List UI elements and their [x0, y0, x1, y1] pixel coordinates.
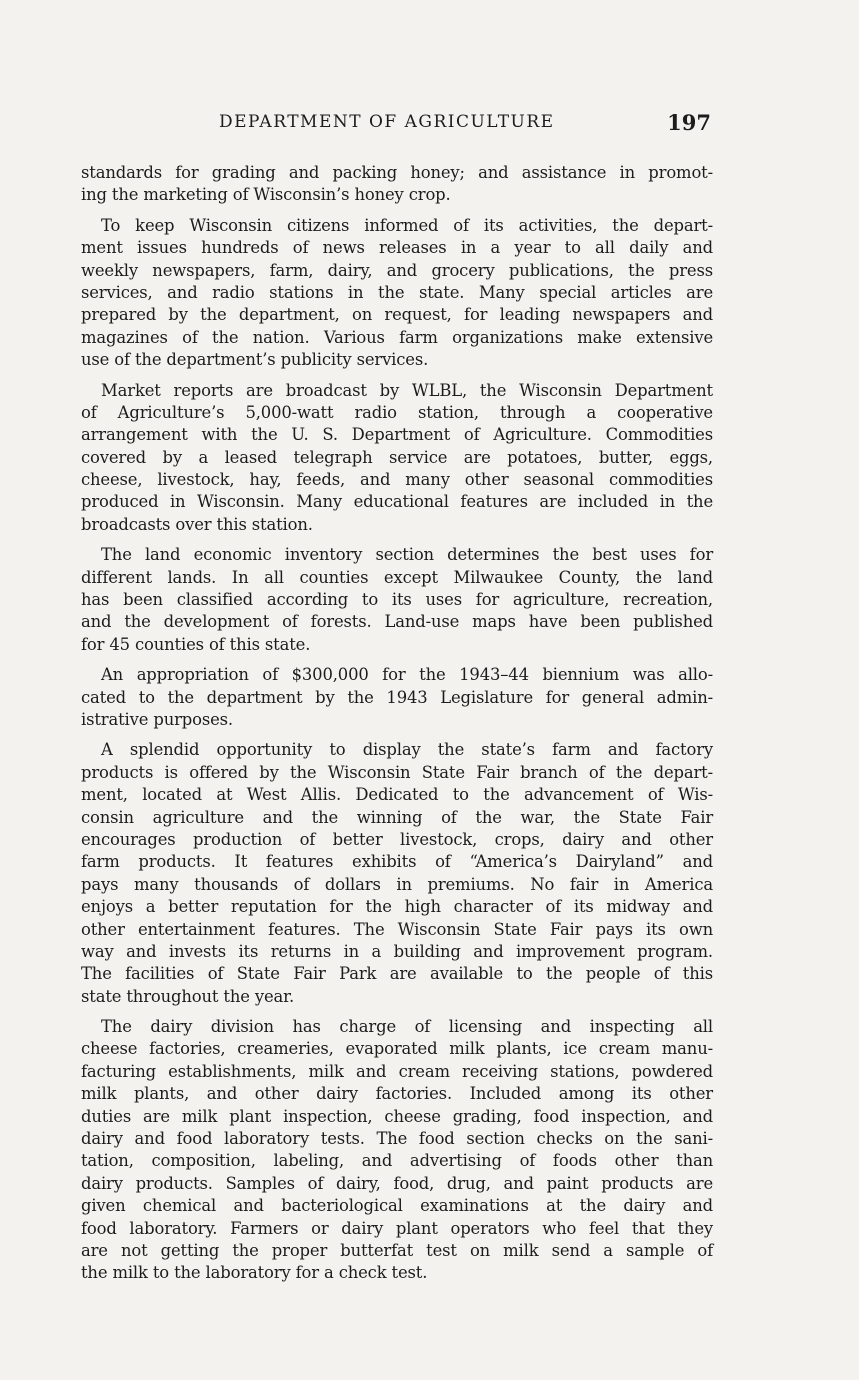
text-line: farm products. It features exhibits of “America’s Dairyland” and: [81, 852, 713, 872]
text-line: facturing establishments, milk and cream receiving stations, powdered: [81, 1061, 713, 1081]
text-line: different lands. In all counties except Milwaukee County, the land: [81, 567, 713, 587]
running-header: [81, 110, 713, 140]
text-line: the milk to the laboratory for a check test.: [81, 1263, 428, 1283]
text-line: A splendid opportunity to display the state’s farm and factory: [101, 740, 713, 760]
text-line: encourages production of better livestock, crops, dairy and other: [81, 829, 713, 849]
text-line: way and invests its returns in a building and improvement program.: [81, 941, 713, 961]
text-line: prepared by the department, on request, for leading newspapers and: [81, 305, 713, 325]
text-line: state throughout the year.: [81, 986, 295, 1006]
paragraph: [81, 215, 713, 372]
text-line: broadcasts over this station.: [81, 514, 313, 534]
paragraph: [81, 380, 713, 537]
text-line: given chemical and bacteriological examinations at the dairy and: [81, 1196, 713, 1216]
running-title: DEPARTMENT OF AGRICULTURE: [219, 112, 555, 132]
text-line: The land economic inventory section determines the best uses for: [101, 545, 713, 565]
paragraph: [81, 664, 713, 731]
paragraph: [81, 544, 713, 656]
text-line: produced in Wisconsin. Many educational features are included in the: [81, 492, 713, 512]
text-line: food laboratory. Farmers or dairy plant operators who feel that they: [81, 1218, 713, 1238]
text-line: ing the marketing of Wisconsin’s honey crop.: [81, 185, 451, 205]
text-line: milk plants, and other dairy factories. Included among its other: [81, 1084, 713, 1104]
text-line: cated to the department by the 1943 Legislature for general admin-: [81, 687, 713, 707]
text-line: other entertainment features. The Wisconsin State Fair pays its own: [81, 919, 713, 939]
text-line: tation, composition, labeling, and advertising of foods other than: [81, 1151, 713, 1171]
text-line: ment issues hundreds of news releases in a year to all daily and: [81, 238, 713, 258]
page-number: 197: [667, 110, 711, 135]
text-line: To keep Wisconsin citizens informed of its activities, the depart-: [101, 215, 713, 235]
text-line: use of the department’s publicity services.: [81, 350, 429, 370]
text-line: standards for grading and packing honey; and assistance in promot-: [81, 163, 713, 182]
text-line: of Agriculture’s 5,000-watt radio station, through a cooperative: [81, 402, 713, 422]
text-line: ment, located at West Allis. Dedicated to the advancement of Wis-: [81, 785, 713, 805]
text-line: for 45 counties of this state.: [81, 634, 311, 654]
text-line: An appropriation of $300,000 for the 1943–44 biennium was allo-: [101, 665, 713, 685]
body-text: [81, 162, 713, 1285]
text-line: Market reports are broadcast by WLBL, the Wisconsin Department: [101, 380, 713, 400]
text-line: dairy and food laboratory tests. The food section checks on the sani-: [81, 1129, 713, 1149]
text-line: arrangement with the U. S. Department of Agriculture. Commodities: [81, 425, 713, 445]
text-line: products is offered by the Wisconsin State Fair branch of the depart-: [81, 762, 713, 782]
text-line: The facilities of State Fair Park are available to the people of this: [81, 964, 713, 984]
text-line: consin agriculture and the winning of the war, the State Fair: [81, 807, 713, 827]
paragraph: [81, 1016, 713, 1285]
text-line: istrative purposes.: [81, 709, 233, 729]
text-line: duties are milk plant inspection, cheese grading, food inspection, and: [81, 1106, 713, 1126]
text-line: pays many thousands of dollars in premiums. No fair in America: [81, 874, 713, 894]
text-line: cheese factories, creameries, evaporated milk plants, ice cream manu-: [81, 1039, 713, 1059]
text-line: and the development of forests. Land-use maps have been published: [81, 612, 713, 632]
text-line: The dairy division has charge of licensing and inspecting all: [101, 1017, 713, 1037]
paragraph: [81, 162, 713, 207]
text-line: enjoys a better reputation for the high character of its midway and: [81, 897, 713, 917]
text-line: has been classified according to its uses for agriculture, recreation,: [81, 590, 713, 610]
text-line: cheese, livestock, hay, feeds, and many other seasonal commodities: [81, 470, 713, 490]
text-line: are not getting the proper butterfat test on milk send a sample of: [81, 1240, 713, 1260]
paragraph: [81, 739, 713, 1008]
text-line: covered by a leased telegraph service are potatoes, butter, eggs,: [81, 447, 713, 467]
text-line: magazines of the nation. Various farm organizations make extensive: [81, 327, 713, 347]
text-line: weekly newspapers, farm, dairy, and grocery publications, the press: [81, 260, 713, 280]
text-line: services, and radio stations in the state. Many special articles are: [81, 282, 713, 302]
text-line: dairy products. Samples of dairy, food, drug, and paint products are: [81, 1173, 713, 1193]
document-page: [81, 110, 713, 1293]
